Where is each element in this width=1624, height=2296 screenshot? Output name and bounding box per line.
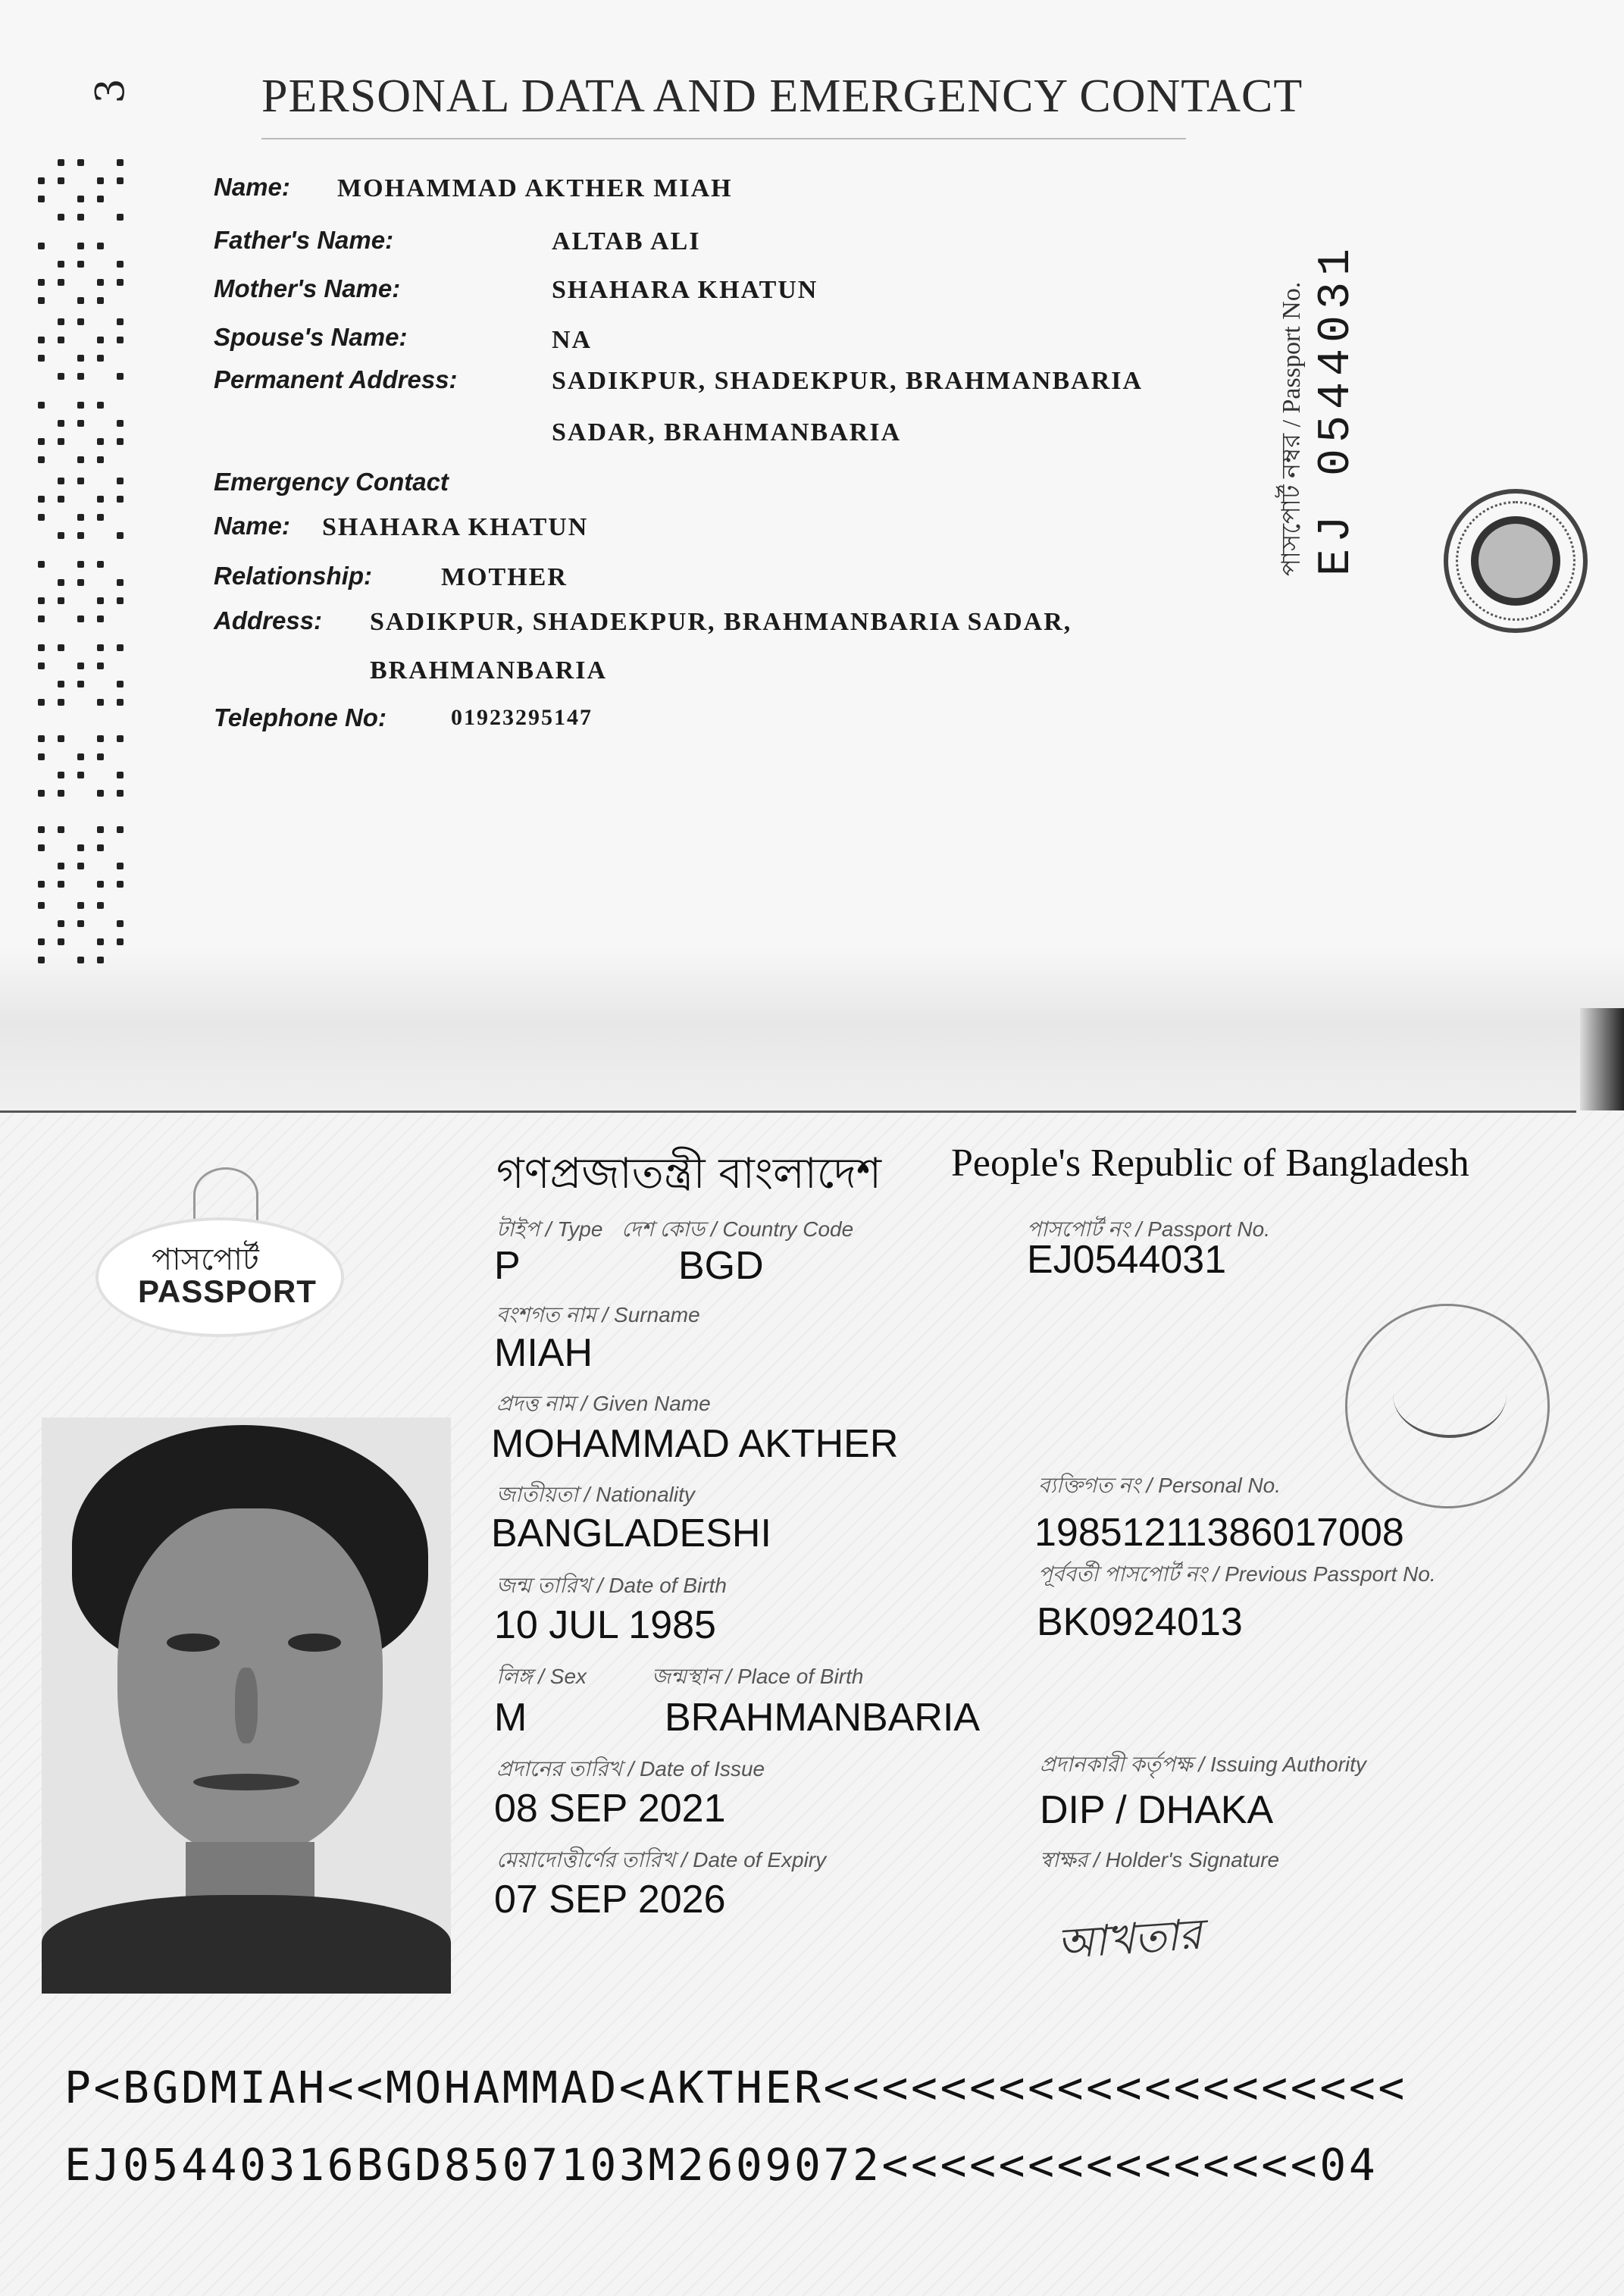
perforation-dot [58, 279, 64, 286]
emergency-contact-heading: Emergency Contact [214, 468, 449, 496]
father-name-value: ALTAB ALI [552, 227, 701, 255]
perforation-dot [58, 644, 64, 651]
perforation-dot [77, 214, 84, 221]
country-name-en: People's Republic of Bangladesh [951, 1142, 1469, 1185]
perforation-dot [97, 402, 104, 409]
relationship-value: MOTHER [441, 563, 568, 591]
perforation-dot [38, 496, 45, 503]
side-passport-number-value: EJ 0544031 [1311, 242, 1363, 576]
perforation-dot [117, 790, 124, 797]
photo-eye-left [167, 1634, 220, 1652]
country-name-bn: গণপ্রজাতন্ত্রী বাংলাদেশ [496, 1149, 881, 1198]
perforation-dot [77, 318, 84, 325]
perforation-dot [58, 938, 64, 945]
perforation-dot [97, 496, 104, 503]
perforation-dot [58, 790, 64, 797]
perforation-dot [97, 699, 104, 706]
father-name-label: Father's Name: [214, 226, 394, 254]
photo-nose [235, 1668, 258, 1743]
passport-no-label: পাসপোর্ট নং / Passport No. [1027, 1217, 1270, 1241]
perforation-dot [117, 496, 124, 503]
perforation-dot [117, 177, 124, 184]
perforation-dot [77, 957, 84, 963]
perforation-dot [97, 355, 104, 362]
perforation-dot [97, 881, 104, 888]
lotus-icon [193, 1167, 258, 1223]
perforation-dot [58, 478, 64, 484]
mother-name-value: SHAHARA KHATUN [552, 276, 818, 304]
perforation-dot [117, 318, 124, 325]
emblem-text-bn: পাসপোর্ট [152, 1242, 259, 1277]
perforation-dot [97, 177, 104, 184]
perforation-dot [77, 532, 84, 539]
perforation-dot [117, 579, 124, 586]
perforation-dot [38, 355, 45, 362]
perforation-dot [117, 681, 124, 688]
side-passport-label: পাসপোর্ট নম্বর / Passport No. [1278, 281, 1306, 576]
perforation-dot [117, 279, 124, 286]
issuing-authority-value: DIP / DHAKA [1040, 1788, 1274, 1832]
photo-mouth [193, 1774, 299, 1790]
perforation-dot [38, 337, 45, 343]
perforation-dot [77, 456, 84, 463]
perforation-dot [97, 196, 104, 202]
telephone-label: Telephone No: [214, 703, 386, 731]
perforation-dot [38, 456, 45, 463]
perforation-dot [77, 159, 84, 166]
perforation-dot [58, 579, 64, 586]
perforation-dot [97, 438, 104, 445]
perforation-dot [97, 644, 104, 651]
sex-label: লিঙ্গ / Sex [496, 1665, 587, 1688]
photo-shirt [42, 1895, 451, 1994]
nationality-label: জাতীয়তা / Nationality [496, 1483, 695, 1506]
passport-emblem [91, 1167, 349, 1349]
perforation-dot [117, 644, 124, 651]
perforation-dot [77, 579, 84, 586]
personal-no-value: 19851211386017008 [1034, 1511, 1404, 1555]
perforation-dot [58, 159, 64, 166]
perforation-dot [38, 902, 45, 909]
perforation-dot [38, 177, 45, 184]
holder-signature: আখতার [1055, 1909, 1203, 1969]
sex-value: M [494, 1696, 527, 1740]
perforation-dot [97, 938, 104, 945]
perforation-dot [38, 196, 45, 202]
perforation-dot [77, 753, 84, 760]
perforation-dot [58, 420, 64, 427]
perforation-dot [117, 261, 124, 268]
emblem-seal [1345, 1304, 1550, 1508]
permanent-address-value: SADIKPUR, SHADEKPUR, BRAHMANBARIA [552, 367, 1144, 395]
perforation-dot [117, 938, 124, 945]
perforation-dot [77, 662, 84, 669]
perforation-dot [117, 597, 124, 604]
perforation-dot [77, 420, 84, 427]
perforation-dot [38, 753, 45, 760]
perforation-dot [38, 881, 45, 888]
perforation-dot [77, 616, 84, 622]
emblem-text-en: PASSPORT [138, 1273, 317, 1309]
perforation-dot [38, 597, 45, 604]
perforation-dot [77, 902, 84, 909]
spouse-name-value: NA [552, 326, 593, 354]
perforation-dot [117, 159, 124, 166]
seal-emblem [1471, 516, 1560, 606]
given-name-label: প্রদত্ত নাম / Given Name [496, 1392, 711, 1415]
perforated-number [38, 159, 152, 985]
perforation-dot [58, 597, 64, 604]
perforation-dot [97, 902, 104, 909]
perforation-dot [77, 297, 84, 304]
perforation-dot [77, 355, 84, 362]
perforation-dot [38, 561, 45, 568]
perforation-dot [38, 790, 45, 797]
title-rule [261, 138, 1186, 139]
perforation-dot [97, 297, 104, 304]
dob-value: 10 JUL 1985 [494, 1603, 716, 1647]
perforation-dot [97, 662, 104, 669]
perforation-dot [97, 616, 104, 622]
photo-eye-right [288, 1634, 341, 1652]
type-value: P [494, 1244, 521, 1288]
perforation-dot [58, 699, 64, 706]
issuing-authority-label: প্রদানকারী কর্তৃপক্ষ / Issuing Authority [1040, 1753, 1366, 1776]
personal-data-page [0, 0, 1624, 1099]
perforation-dot [58, 177, 64, 184]
perforation-dot [97, 597, 104, 604]
perforation-dot [58, 735, 64, 742]
type-label: টাইপ / Type [496, 1217, 603, 1241]
perforation-dot [38, 844, 45, 851]
perforation-dot [117, 438, 124, 445]
perforation-dot [117, 478, 124, 484]
perforation-dot [117, 920, 124, 927]
perforation-dot [77, 844, 84, 851]
perforation-dot [117, 373, 124, 380]
perforation-dot [38, 243, 45, 249]
perforation-dot [97, 243, 104, 249]
date-of-expiry-value: 07 SEP 2026 [494, 1878, 726, 1922]
perforation-dot [117, 735, 124, 742]
perforation-dot [97, 514, 104, 521]
perforation-dot [58, 772, 64, 778]
perforation-dot [58, 826, 64, 833]
page-fold [0, 948, 1624, 1114]
permanent-address-value-line2: SADAR, BRAHMANBARIA [552, 418, 902, 446]
perforation-dot [77, 681, 84, 688]
perforation-dot [58, 214, 64, 221]
perforation-dot [117, 214, 124, 221]
perforation-dot [97, 844, 104, 851]
perforation-dot [58, 532, 64, 539]
perforation-dot [97, 279, 104, 286]
previous-passport-label: পূর্ববর্তী পাসপোর্ট নং / Previous Passport No. [1038, 1562, 1436, 1586]
perforation-dot [77, 402, 84, 409]
perforation-dot [117, 532, 124, 539]
emergency-address-value: SADIKPUR, SHADEKPUR, BRAHMANBARIA SADAR, [370, 608, 1072, 636]
permanent-address-label: Permanent Address: [214, 365, 458, 393]
country-code-label: দেশ কোড / Country Code [621, 1217, 854, 1241]
perforation-dot [97, 753, 104, 760]
perforation-dot [58, 337, 64, 343]
date-of-expiry-label: মেয়াদোত্তীর্ণের তারিখ / Date of Expiry [496, 1848, 827, 1872]
perforation-dot [58, 863, 64, 869]
nationality-value: BANGLADESHI [491, 1511, 771, 1555]
perforation-dot [77, 243, 84, 249]
perforation-dot [58, 438, 64, 445]
page-number: 3 [88, 78, 134, 104]
perforation-dot [58, 261, 64, 268]
perforation-dot [77, 478, 84, 484]
spouse-name-label: Spouse's Name: [214, 323, 408, 351]
perforation-dot [77, 863, 84, 869]
mrz-line-2: EJ05440316BGD8507103M2609072<<<<<<<<<<<<<<<04 [64, 2139, 1378, 2191]
seal-rays [1393, 1352, 1507, 1438]
emergency-name-value: SHAHARA KHATUN [322, 513, 589, 541]
perforation-dot [97, 337, 104, 343]
perforation-dot [97, 561, 104, 568]
perforation-dot [38, 514, 45, 521]
page-edge [0, 1110, 1576, 1113]
perforation-dot [38, 644, 45, 651]
perforation-dot [97, 735, 104, 742]
perforation-dot [38, 662, 45, 669]
date-of-issue-value: 08 SEP 2021 [494, 1787, 726, 1831]
perforation-dot [58, 920, 64, 927]
relationship-label: Relationship: [214, 562, 373, 590]
perforation-dot [117, 863, 124, 869]
official-seal-stamp [1444, 489, 1588, 633]
perforation-dot [97, 790, 104, 797]
perforation-dot [38, 699, 45, 706]
place-of-birth-label: জন্মস্থান / Place of Birth [652, 1665, 864, 1688]
emergency-address-label: Address: [214, 606, 323, 634]
perforation-dot [77, 772, 84, 778]
perforation-dot [117, 699, 124, 706]
previous-passport-value: BK0924013 [1037, 1600, 1243, 1644]
perforation-dot [38, 616, 45, 622]
emergency-name-label: Name: [214, 512, 290, 540]
perforation-dot [38, 297, 45, 304]
perforation-dot [38, 438, 45, 445]
perforation-dot [58, 496, 64, 503]
perforation-dot [117, 337, 124, 343]
dob-label: জন্ম তারিখ / Date of Birth [496, 1574, 727, 1597]
personal-no-label: ব্যক্তিগত নং / Personal No. [1038, 1474, 1281, 1497]
emergency-address-value-line2: BRAHMANBARIA [370, 656, 607, 684]
perforation-dot [117, 420, 124, 427]
passport-no-value: EJ0544031 [1027, 1238, 1227, 1282]
perforation-dot [38, 279, 45, 286]
holder-photo [42, 1417, 451, 1994]
perforation-dot [97, 957, 104, 963]
perforation-dot [117, 772, 124, 778]
perforation-dot [77, 920, 84, 927]
mrz-line-1: P<BGDMIAH<<MOHAMMAD<AKTHER<<<<<<<<<<<<<<<<<<<< [64, 2062, 1407, 2113]
perforation-dot [77, 561, 84, 568]
perforation-dot [97, 456, 104, 463]
place-of-birth-value: BRAHMANBARIA [665, 1696, 981, 1740]
perforation-dot [77, 514, 84, 521]
telephone-value: 01923295147 [451, 705, 593, 730]
surname-label: বংশগত নাম / Surname [496, 1303, 700, 1327]
holder-signature-label: স্বাক্ষর / Holder's Signature [1040, 1848, 1280, 1872]
given-name-value: MOHAMMAD AKTHER [491, 1422, 899, 1466]
mother-name-label: Mother's Name: [214, 274, 401, 302]
perforation-dot [38, 402, 45, 409]
date-of-issue-label: প্রদানের তারিখ / Date of Issue [496, 1757, 765, 1781]
name-value: MOHAMMAD AKTHER MIAH [337, 174, 733, 202]
perforation-dot [58, 318, 64, 325]
perforation-dot [58, 681, 64, 688]
perforation-dot [77, 373, 84, 380]
name-label: Name: [214, 173, 290, 201]
perforation-dot [38, 826, 45, 833]
perforation-dot [117, 881, 124, 888]
page-title: PERSONAL DATA AND EMERGENCY CONTACT [261, 70, 1303, 122]
country-code-value: BGD [678, 1244, 764, 1288]
perforation-dot [38, 957, 45, 963]
perforation-dot [97, 826, 104, 833]
perforation-dot [77, 196, 84, 202]
perforation-dot [38, 938, 45, 945]
perforation-dot [58, 373, 64, 380]
perforation-dot [117, 826, 124, 833]
perforation-dot [58, 881, 64, 888]
surname-value: MIAH [494, 1331, 593, 1375]
perforation-dot [38, 735, 45, 742]
side-passport-number [1243, 152, 1363, 576]
perforation-dot [77, 261, 84, 268]
